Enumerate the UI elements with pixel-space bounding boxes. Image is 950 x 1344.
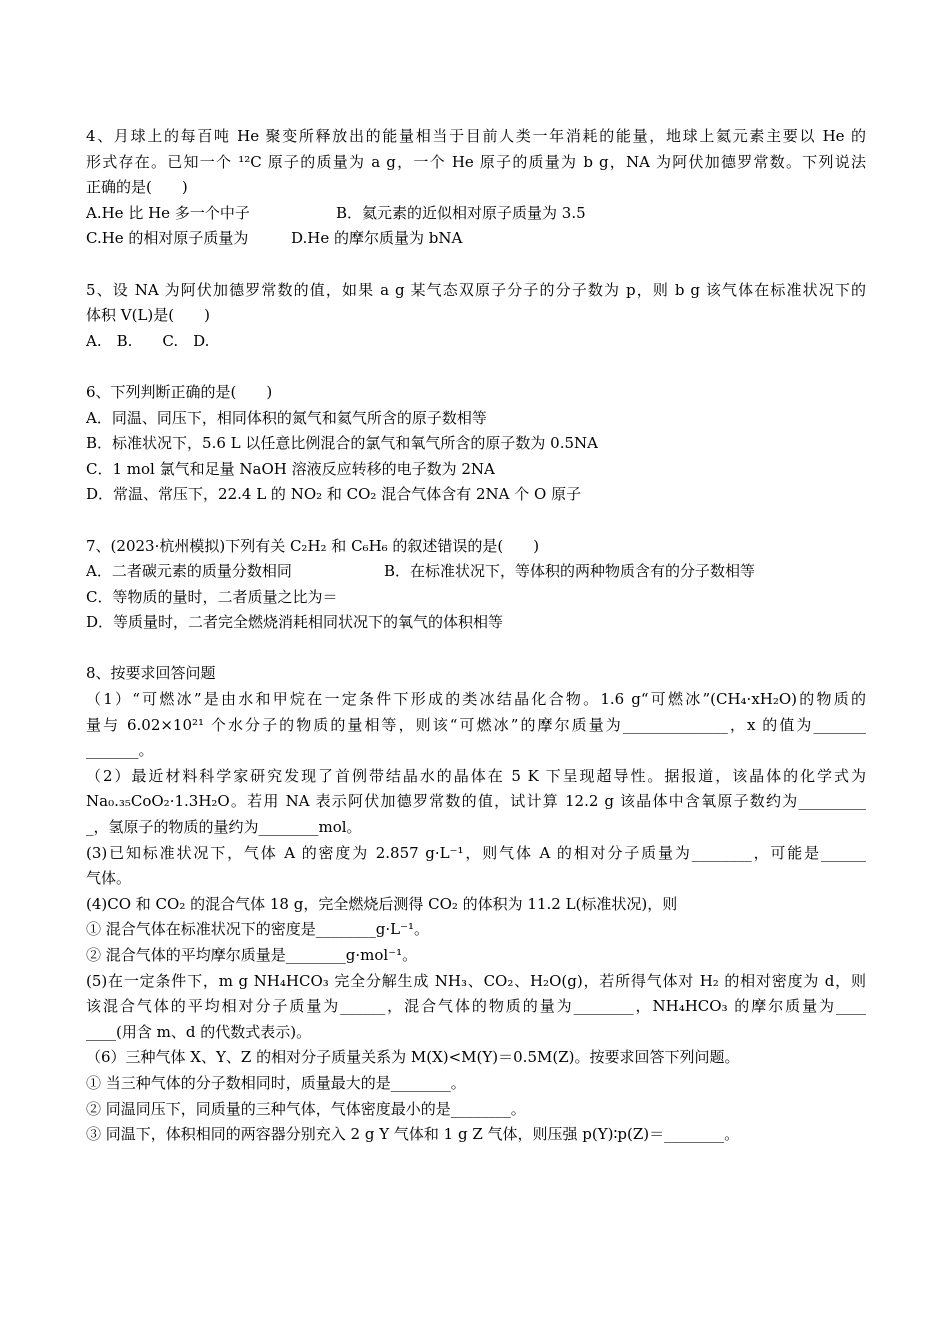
q8-part-1-line-2: 量与 6.02×10²¹ 个水分子的物质的量相等，则该“可燃冰”的摩尔质量为______________，x 的值为_______ xyxy=(86,715,866,734)
q5-options: A. B. C. D. xyxy=(86,331,210,350)
q8-part-5-line-3: ____(用含 m、d 的代数式表示)。 xyxy=(86,1022,312,1041)
q8-part-4-sub-1: ① 混合气体在标准状况下的密度是________g·L⁻¹。 xyxy=(86,920,430,939)
q8-part-2-line-2: Na₀.₃₅CoO₂·1.3H₂O。若用 NA 表示阿伏加德罗常数的值，试计算 12.2 g 该晶体中含氧原子数约为_________ xyxy=(86,792,866,811)
q4-options-row-2 xyxy=(86,226,866,252)
question-6 xyxy=(86,380,866,508)
q6-option-b: B．标准状况下，5.6 L 以任意比例混合的氯气和氧气所含的原子数为 0.5NA xyxy=(86,434,598,453)
q4-line-2: 形式存在。已知一个 ¹²C 原子的质量为 a g，一个 He 原子的质量为 b g，NA 为阿伏加德罗常数。下列说法 xyxy=(86,152,866,171)
q8-part-2-line-1: （2）最近材料科学家研究发现了首例带结晶水的晶体在 5 K 下呈现超导性。据报道，该晶体的化学式为 xyxy=(86,766,866,785)
q4-options-row-1 xyxy=(86,201,866,227)
q4-line-3: 正确的是( ) xyxy=(86,178,188,197)
q7-options-row-1 xyxy=(86,559,866,585)
q4-option-a: A.He 比 He 多一个中子 xyxy=(86,203,250,222)
question-8 xyxy=(86,661,866,1147)
spacer xyxy=(86,508,866,534)
q8-part-6-sub-1: ① 当三种气体的分子数相同时，质量最大的是________。 xyxy=(86,1073,466,1092)
q7-option-d: D．等质量时，二者完全燃烧消耗相同状况下的氧气的体积相等 xyxy=(86,613,504,632)
q6-option-d: D．常温、常压下，22.4 L 的 NO₂ 和 CO₂ 混合气体含有 2NA 个 O 原子 xyxy=(86,485,582,504)
q7-option-b: B．在标准状况下，等体积的两种物质含有的分子数相等 xyxy=(384,562,756,581)
spacer xyxy=(86,354,866,380)
q8-part-6-sub-2: ② 同温同压下，同质量的三种气体，气体密度最小的是________。 xyxy=(86,1099,526,1118)
spacer xyxy=(86,252,866,278)
q7-option-a: A．二者碳元素的质量分数相同 xyxy=(86,562,292,581)
q8-part-6-line-1: （6）三种气体 X、Y、Z 的相对分子质量关系为 M(X)<M(Y)＝0.5M(Z)。按要求回答下列问题。 xyxy=(86,1048,740,1067)
q7-option-c: C．等物质的量时，二者质量之比为＝ xyxy=(86,587,338,606)
question-7 xyxy=(86,534,866,636)
q8-part-5-line-2: 该混合气体的平均相对分子质量为______，混合气体的物质的量为________，NH₄HCO₃ 的摩尔质量为____ xyxy=(86,997,866,1016)
q8-part-4-sub-2: ② 混合气体的平均摩尔质量是________g·mol⁻¹。 xyxy=(86,946,418,964)
document-content xyxy=(86,124,866,1148)
q8-part-1-line-1: （1）“可燃冰”是由水和甲烷在一定条件下形成的类冰结晶化合物。1.6 g“可燃冰”(CH₄·xH₂O)的物质的 xyxy=(86,690,866,709)
q4-option-c: C.He 的相对原子质量为 xyxy=(86,229,249,248)
q6-option-c: C．1 mol 氯气和足量 NaOH 溶液反应转移的电子数为 2NA xyxy=(86,459,495,478)
q6-option-a: A．同温、同压下，相同体积的氮气和氦气所含的原子数相等 xyxy=(86,408,487,427)
question-5 xyxy=(86,278,866,355)
question-4 xyxy=(86,124,866,252)
q8-stem: 8、按要求回答问题 xyxy=(86,664,216,683)
spacer xyxy=(86,636,866,662)
q8-part-5-line-1: (5)在一定条件下，m g NH₄HCO₃ 完全分解生成 NH₃、CO₂、H₂O(g)，若所得气体对 H₂ 的相对密度为 d，则 xyxy=(86,971,866,990)
q4-line-1: 4、月球上的每百吨 He 聚变所释放出的能量相当于目前人类一年消耗的能量，地球上氦元素主要以 He 的 xyxy=(86,127,866,145)
q7-stem: 7、(2023·杭州模拟)下列有关 C₂H₂ 和 C₆H₆ 的叙述错误的是( ) xyxy=(86,536,540,555)
q8-part-1-line-3: _______。 xyxy=(86,741,154,760)
q6-stem: 6、下列判断正确的是( ) xyxy=(86,382,273,401)
q5-line-2: 体积 V(L)是( ) xyxy=(86,306,210,325)
q5-line-1: 5、设 NA 为阿伏加德罗常数的值，如果 a g 某气态双原子分子的分子数为 p，则 b g 该气体在标准状况下的 xyxy=(86,280,866,299)
q8-part-3-line-1: (3)已知标准状况下，气体 A 的密度为 2.857 g·L⁻¹，则气体 A 的相对分子质量为________，可能是______ xyxy=(86,843,866,862)
q4-option-d: D.He 的摩尔质量为 bNA xyxy=(291,229,463,248)
q8-part-2-line-3: _，氢原子的物质的量约为________mol。 xyxy=(86,818,362,837)
q8-part-3-line-2: 气体。 xyxy=(86,869,132,888)
q8-part-6-sub-3: ③ 同温下，体积相同的两容器分别充入 2 g Y 气体和 1 g Z 气体，则压强 p(Y)∶p(Z)＝________。 xyxy=(86,1125,740,1144)
q8-part-4-line-1: (4)CO 和 CO₂ 的混合气体 18 g，完全燃烧后测得 CO₂ 的体积为 11.2 L(标准状况)，则 xyxy=(86,894,678,913)
q4-option-b: B．氦元素的近似相对原子质量为 3.5 xyxy=(336,203,586,222)
